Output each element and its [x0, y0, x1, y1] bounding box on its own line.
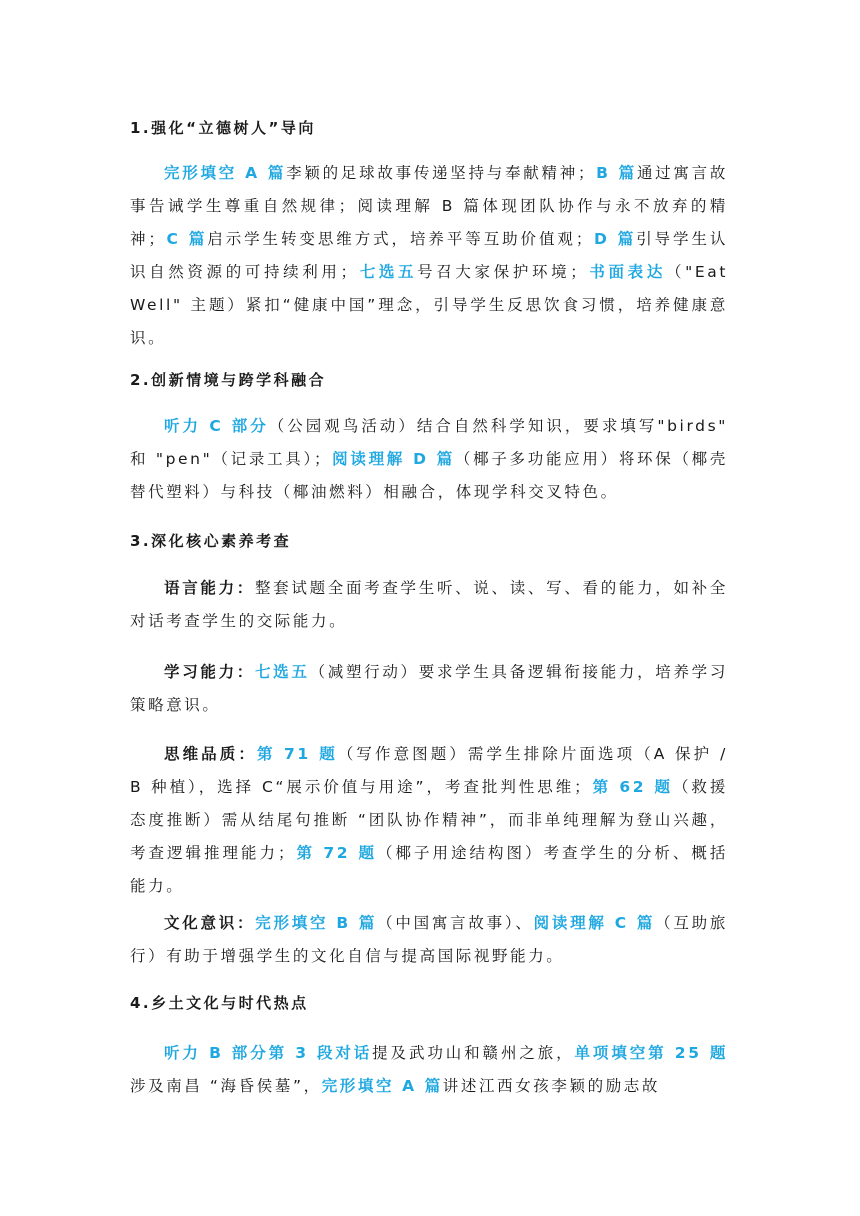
section-2-heading: 2.创新情境与跨学科融合 [130, 371, 327, 389]
body-text: （椰子用途结构图）考查学生的分析、概括能力。 [130, 844, 728, 895]
body-text: 引导学生认识自然资源的可持续利用； [130, 230, 729, 281]
bold-label: 思维品质： [164, 745, 257, 763]
highlighted-reference: 听力 B 部分第 3 段对话 [164, 1044, 373, 1062]
bold-label: 学习能力： [164, 663, 255, 681]
learning-ability-paragraph [130, 656, 728, 722]
body-text: （椰子多功能应用）将环保（椰壳替代塑料）与科技（椰油燃料）相融合，体现学科交叉特色。 [130, 450, 728, 501]
body-text: 涉及南昌 “海昏侯墓”， [130, 1077, 322, 1095]
section-3-heading: 3.深化核心素养考查 [130, 532, 292, 550]
thinking-quality-paragraph [130, 738, 728, 903]
body-text: 整套试题全面考查学生听、说、读、写、看的能力，如补全对话考查学生的交际能力。 [130, 579, 728, 630]
highlighted-reference: 单项填空第 25 题 [574, 1044, 728, 1062]
highlighted-reference: 第 62 题 [592, 778, 673, 796]
body-text: 号召大家保护环境； [417, 263, 589, 281]
highlighted-reference: 书面表达 [588, 263, 666, 281]
section-1-heading: 1.强化“立德树人”导向 [130, 119, 316, 137]
highlighted-reference: 七选五 [254, 663, 310, 681]
body-text: （救援态度推断）需从结尾句推断 “团队协作精神”，而非单纯理解为登山兴趣，考查逻辑推理能力； [130, 778, 728, 862]
body-text: 通过寓言故事告诫学生尊重自然规律；阅读理解 B 篇体现团队协作与永不放弃的精神； [130, 164, 729, 248]
body-text: 提及武功山和赣州之旅， [372, 1044, 575, 1062]
bold-label: 文化意识： [164, 914, 256, 932]
language-ability-paragraph [130, 572, 728, 638]
highlighted-reference: 七选五 [358, 263, 418, 281]
section-2-paragraph [130, 410, 728, 509]
body-text: （"Eat Well" 主题）紧扣“健康中国”理念，引导学生反思饮食习惯，培养健康意识。 [130, 263, 729, 347]
highlighted-reference: 完形填空 A 篇 [164, 164, 287, 182]
body-text: （减塑行动）要求学生具备逻辑衔接能力，培养学习策略意识。 [130, 663, 728, 714]
highlighted-reference: 听力 C 部分 [164, 417, 269, 435]
highlighted-reference: 完形填空 A 篇 [321, 1077, 443, 1095]
body-text: （中国寓言故事）、 [377, 914, 534, 932]
highlighted-reference: 第 72 题 [296, 844, 377, 862]
body-text: 讲述江西女孩李颖的励志故 [442, 1077, 660, 1095]
body-text: （写作意图题）需学生排除片面选项（A 保护 / B 种植），选择 C“展示价值与用途”，考查批判性思维； [130, 745, 728, 796]
section-4-heading: 4.乡土文化与时代热点 [130, 994, 309, 1012]
highlighted-reference: C 篇 [166, 230, 208, 248]
highlighted-reference: 第 71 题 [256, 745, 338, 763]
highlighted-reference: 阅读理解 C 篇 [533, 914, 656, 932]
highlighted-reference: B 篇 [596, 164, 637, 182]
highlighted-reference: 完形填空 B 篇 [255, 914, 378, 932]
bold-label: 语言能力： [164, 579, 255, 597]
body-text: 李颖的足球故事传递坚持与奉献精神； [286, 164, 597, 182]
body-text: （公园观鸟活动）结合自然科学知识，要求填写"birds" 和 "pen"（记录工具）； [130, 417, 728, 468]
highlighted-reference: D 篇 [593, 230, 637, 248]
section-1-paragraph [130, 157, 728, 355]
body-text: 启示学生转变思维方式，培养平等互助价值观； [207, 230, 594, 248]
section-4-paragraph [130, 1037, 728, 1103]
body-text: （互助旅行）有助于增强学生的文化自信与提高国际视野能力。 [130, 914, 728, 965]
highlighted-reference: 阅读理解 D 篇 [332, 450, 455, 468]
cultural-awareness-paragraph [130, 907, 728, 973]
